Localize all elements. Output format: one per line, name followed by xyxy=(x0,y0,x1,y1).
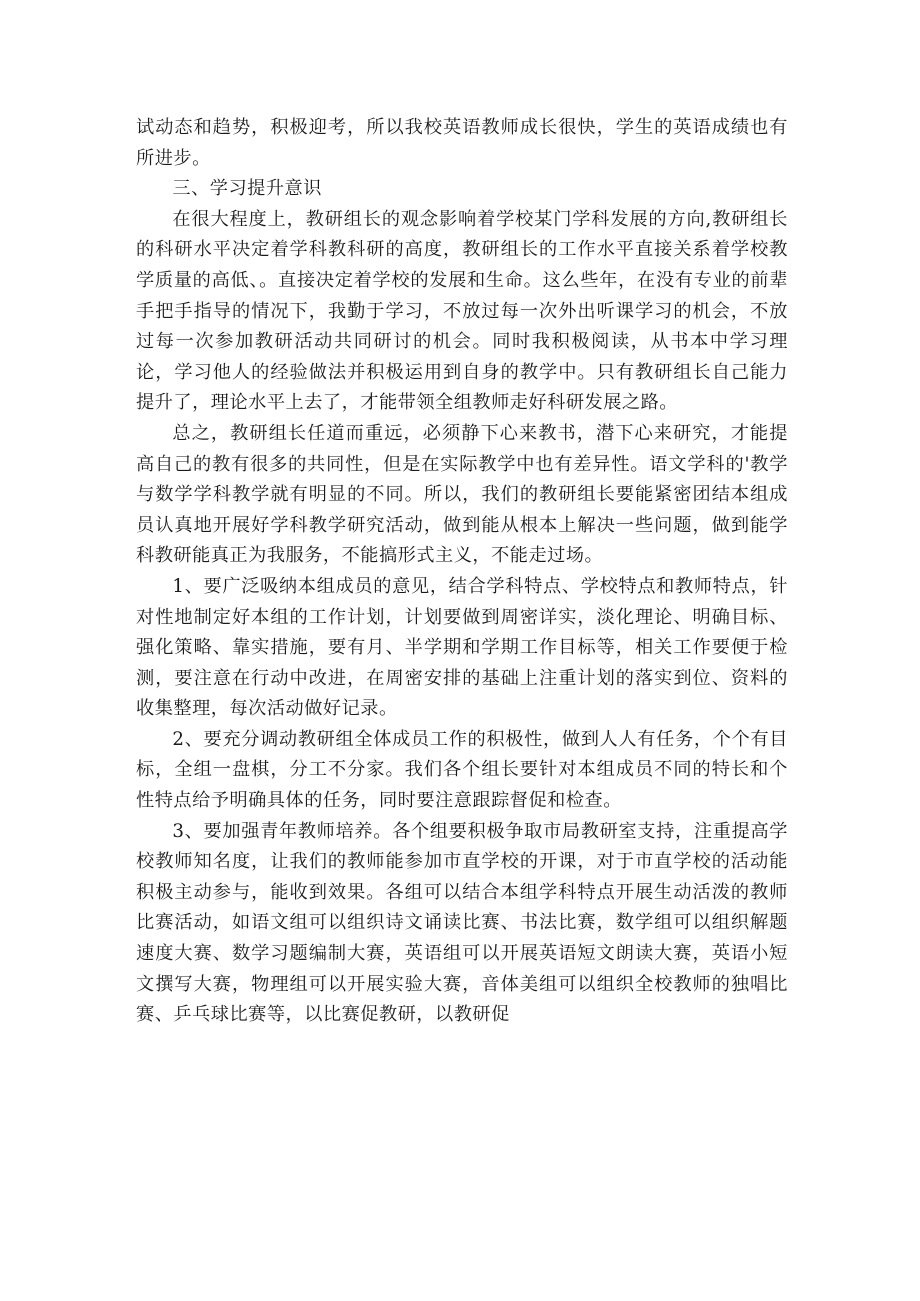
paragraph-learning: 在很大程度上，教研组长的观念影响着学校某门学科发展的方向,教研组长的科研水平决定着学科教科研的高度，教研组长的工作水平直接关系着学校教学质量的高低、。直接决定着学校的发展和生命。这么些年，在没有专业的前辈手把手指导的情况下，我勤于学习，不放过每一次外出听课学习的机会，不放过每一次参加教研活动共同研讨的机会。同时我积极阅读，从书本中学习理论，学习他人的经验做法并积极运用到自身的教学中。只有教研组长自己能力提升了，理论水平上去了，才能带领全组教师走好科研发展之路。 xyxy=(136,208,788,414)
document-body xyxy=(136,113,788,1031)
paragraph-summary: 总之，教研组长任道而重远，必须静下心来教书，潜下心来研究，才能提高自己的教有很多的共同性，但是在实际教学中也有差异性。语文学科的'教学与数学学科教学就有明显的不同。所以，我们的教研组长要能紧密团结本组成员认真地开展好学科教学研究活动，做到能从根本上解决一些问题，做到能学科教研能真正为我服务，不能搞形式主义，不能走过场。 xyxy=(136,422,788,567)
section-heading: 三、学习提升意识 xyxy=(172,178,322,200)
paragraph-item-1: 1、要广泛吸纳本组成员的意见，结合学科特点、学校特点和教师特点，针对性地制定好本组的工作计划，计划要做到周密详实，淡化理论、明确目标、强化策略、靠实措施，要有月、半学期和学期工作目标等，相关工作要便于检测，要注意在行动中改进，在周密安排的基础上注重计划的落实到位、资料的收集整理，每次活动做好记录。 xyxy=(136,575,788,720)
paragraph-continuation: 试动态和趋势，积极迎考，所以我校英语教师成长很快，学生的英语成绩也有所进步。 xyxy=(136,117,788,169)
paragraph-item-2: 2、要充分调动教研组全体成员工作的积极性，做到人人有任务，个个有目标，全组一盘棋，分工不分家。我们各个组长要针对本组成员不同的特长和个性特点给予明确具体的任务，同时要注意跟踪督促和检查。 xyxy=(136,728,788,812)
paragraph-item-3: 3、要加强青年教师培养。各个组要积极争取市局教研室支持，注重提高学校教师知名度，让我们的教师能参加市直学校的开课，对于市直学校的活动能积极主动参与，能收到效果。各组可以结合本组学科特点开展生动活泼的教师比赛活动，如语文组可以组织诗文诵读比赛、书法比赛，数学组可以组织解题速度大赛、数学习题编制大赛，英语组可以开展英语短文朗读大赛，英语小短文撰写大赛，物理组可以开展实验大赛，音体美组可以组织全校教师的独唱比赛、乒乓球比赛等，以比赛促教研，以教研促 xyxy=(136,820,788,1026)
